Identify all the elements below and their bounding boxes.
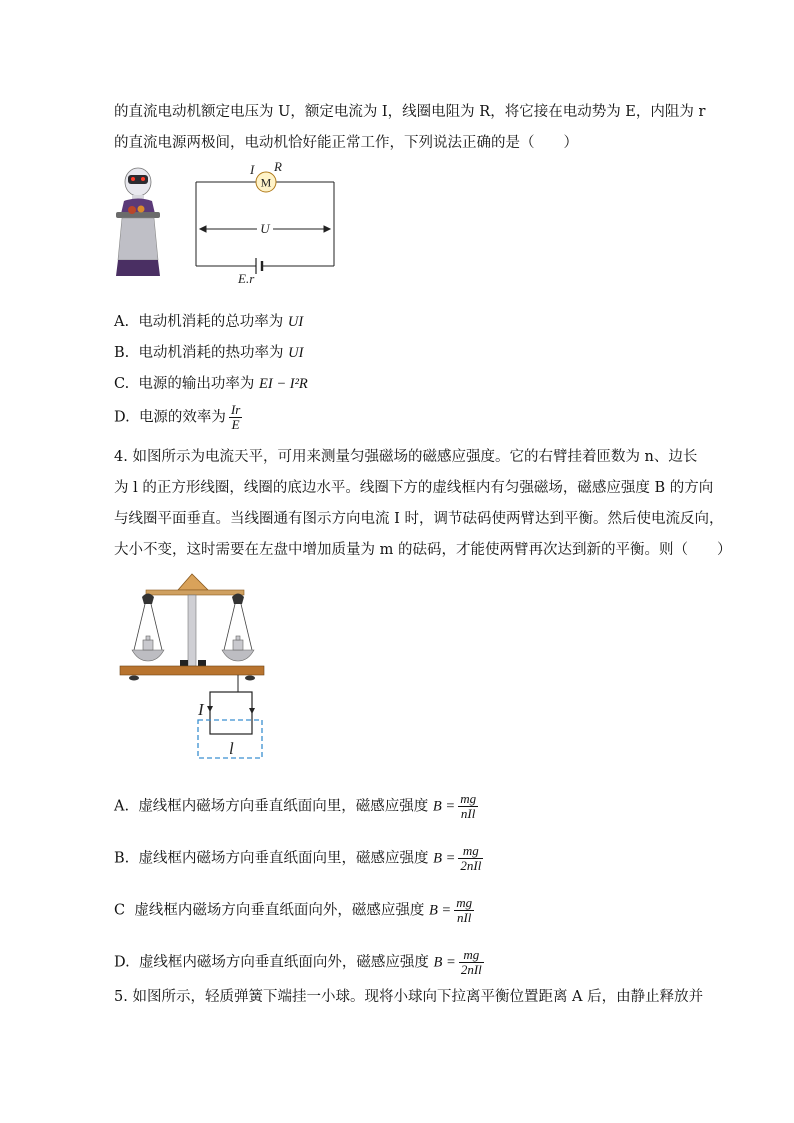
answer-d-fraction: $\frac{mg}{\text{2nIl}}$: [460, 947, 482, 977]
coil-current-label: I: [198, 700, 204, 719]
voltage-label-U: U: [260, 221, 270, 236]
q4-stem-line-4: 大小不变，这时需要在左盘中增加质量为 m 的砝码，才能使两臂再次达到新的平衡。则（ ）: [114, 542, 732, 558]
q3-figure: [110, 158, 350, 283]
q5-stem-line-1: 5. 如图所示，轻质弹簧下端挂一小球。现将小球向下拉离平衡位置距离 A 后，由静止释放并: [114, 989, 704, 1005]
q3-option-b[interactable]: B. 电动机消耗的热功率为 UI: [114, 345, 304, 361]
q4-figure: [118, 570, 278, 762]
q4-option-b[interactable]: B. 虚线框内磁场方向垂直纸面向里，磁感应强度 B = $\frac{mg}{\text{2nIl}}$: [114, 843, 482, 873]
q4-option-c[interactable]: C 虚线框内磁场方向垂直纸面向外，磁感应强度 B = $\frac{mg}{\text{nIl}}$: [114, 895, 473, 925]
q3-option-a[interactable]: A. 电动机消耗的总功率为 UI: [114, 314, 304, 330]
q4-stem-line-1: 4. 如图所示为电流天平，可用来测量匀强磁场的磁感应强度。它的右臂挂着匝数为 n、边长: [114, 449, 698, 465]
q3-stem-line-1: 的直流电动机额定电压为 U，额定电流为 I，线圈电阻为 R，将它接在电动势为 E，内阻为 r: [114, 104, 706, 120]
answer-b-fraction: $\frac{mg}{\text{2nIl}}$: [460, 843, 482, 873]
q3-option-c[interactable]: C. 电源的输出功率为 EI − I²R: [114, 376, 308, 392]
resistance-label-R: R: [274, 159, 282, 174]
coil-side-label: l: [229, 739, 234, 758]
q3-stem-line-2: 的直流电源两极间，电动机恰好能正常工作，下列说法正确的是（ ）: [114, 135, 578, 151]
current-label-I: I: [250, 162, 255, 177]
q4-option-d[interactable]: D. 虚线框内磁场方向垂直纸面向外，磁感应强度 B = $\frac{mg}{\text{2nIl}}$: [114, 947, 482, 977]
motor-label: M: [260, 175, 272, 190]
answer-c-fraction: $\frac{mg}{\text{nIl}}$: [456, 895, 473, 925]
q4-option-a[interactable]: A. 虚线框内磁场方向垂直纸面向里，磁感应强度 B = $\frac{mg}{\text{nIl}}$: [114, 791, 477, 821]
source-label: E.r: [238, 271, 255, 283]
efficiency-fraction: $\frac{Ir}{E}$: [230, 402, 241, 432]
answer-a-fraction: $\frac{mg}{\text{nIl}}$: [460, 791, 477, 821]
robot-illustration: [116, 168, 160, 276]
q4-stem-line-2: 为 l 的正方形线圈，线圈的底边水平。线圈下方的虚线框内有匀强磁场，磁感应强度 B 的方向: [114, 480, 714, 496]
q4-stem-line-3: 与线圈平面垂直。当线圈通有图示方向电流 I 时，调节砝码使两臂达到平衡。然后使电流反向，: [114, 511, 724, 527]
q3-option-d[interactable]: D. 电源的效率为 $\frac{Ir}{E}$: [114, 402, 241, 432]
